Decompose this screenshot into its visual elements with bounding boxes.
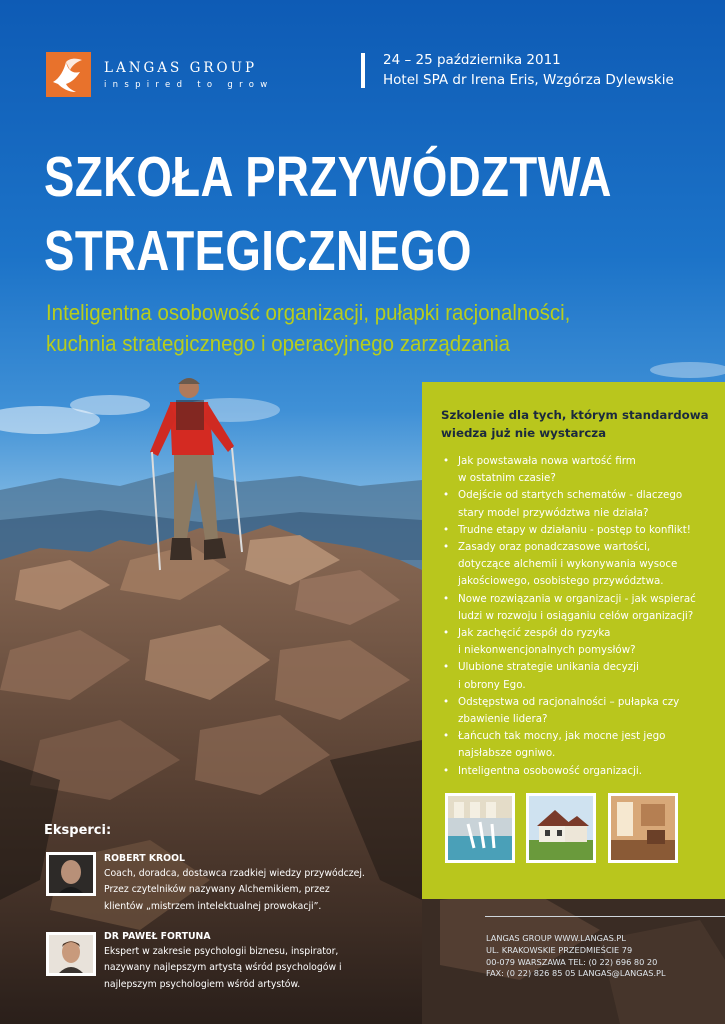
topic-item: • Zasady oraz ponadczasowe wartości, dotyczące alchemii i wykonywania wysoce jakościowego, osobistego przywództwa. (441, 539, 721, 591)
logo-tagline: inspired to grow (104, 80, 274, 90)
expert-photo-krool (46, 852, 96, 896)
event-venue: Hotel SPA dr Irena Eris, Wzgórza Dylewskie (383, 72, 674, 88)
title-line-1: SZKOŁA PRZYWÓDZTWA (44, 145, 612, 209)
experts-heading: Eksperci: (44, 823, 112, 838)
logo-name: LANGAS GROUP (104, 60, 258, 76)
expert-name: DR PAWEŁ FORTUNA (104, 931, 211, 942)
hotel-building-photo (526, 793, 596, 863)
topic-item: • Jak zachęcić zespół do ryzyka i niekonwencjonalnych pomysłów? (441, 625, 721, 659)
title-line-2: STRATEGICZNEGO (44, 219, 472, 283)
topic-item: • Ulubione strategie unikania decyzji i obrony Ego. (441, 659, 721, 693)
expert-name: ROBERT KROOL (104, 853, 185, 864)
logo-box (46, 52, 91, 97)
topic-item: • Łańcuch tak mocny, jak mocne jest jego najsłabsze ogniwo. (441, 728, 721, 762)
contact-divider (485, 916, 725, 917)
topic-item: • Trudne etapy w działaniu - postęp to konflikt! (441, 522, 721, 539)
topic-item: • Jak powstawała nowa wartość firm w ostatnim czasie? (441, 453, 721, 487)
course-info-panel (422, 382, 725, 899)
panel-heading: Szkolenie dla tych, którym standardowa wiedza już nie wystarcza (441, 408, 709, 440)
expert-description: Ekspert w zakresie psychologii biznesu, inspirator, nazywany najlepszym artystą wśród psychologów i najlepszym psychologiem wśród artystów. (104, 946, 342, 990)
event-date: 24 – 25 października 2011 (383, 52, 561, 68)
expert-description: Coach, doradca, dostawca rzadkiej wiedzy przywódczej. Przez czytelników nazywany Alchemikiem, przez klientów „mistrzem intelektualnej prowokacji”. (104, 868, 365, 912)
hotel-interior-photo (608, 793, 678, 863)
topic-item: • Nowe rozwiązania w organizacji - jak wspierać ludzi w rozwoju i osiąganiu celów organizacji? (441, 591, 721, 625)
bird-logo-icon (46, 52, 91, 97)
topic-item: • Odstępstwa od racjonalności – pułapka czy zbawienie lidera? (441, 694, 721, 728)
main-title (44, 140, 612, 288)
topic-item: • Inteligentna osobowość organizacji. (441, 763, 721, 780)
topics-list (441, 453, 721, 780)
subtitle-line-2: kuchnia strategicznego i operacyjnego zarządzania (46, 331, 511, 356)
hotel-pool-photo (445, 793, 515, 863)
expert-photo-fortuna (46, 932, 96, 976)
subtitle-line-1: Inteligentna osobowość organizacji, pułapki racjonalności, (46, 300, 571, 325)
date-divider (361, 53, 365, 88)
topic-item: • Odejście od startych schematów - dlaczego stary model przywództwa nie działa? (441, 487, 721, 521)
contact-info: LANGAS GROUP WWW.LANGAS.PL UL. KRAKOWSKIE PRZEDMIEŚCIE 79 00-079 WARSZAWA TEL: (0 22) 696 80 20 FAX: (0 22) 826 85 05 LANGAS@LANGAS.PL (486, 933, 666, 979)
